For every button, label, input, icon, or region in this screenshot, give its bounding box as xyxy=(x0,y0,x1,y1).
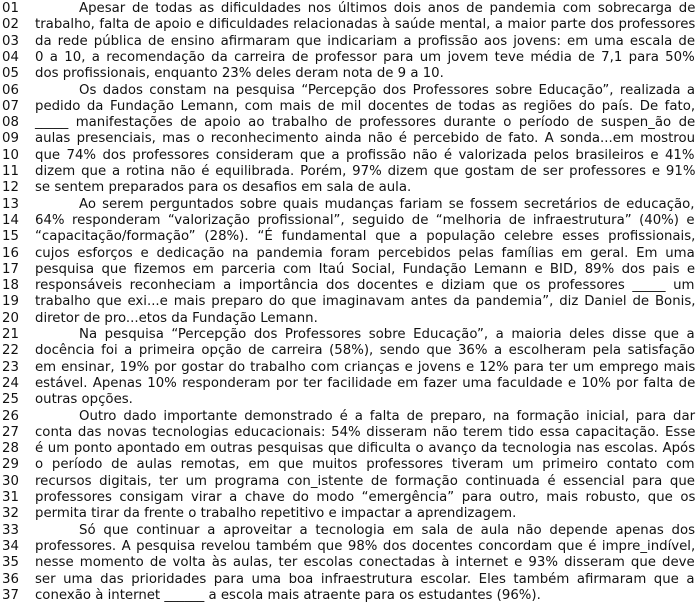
text-line xyxy=(0,66,699,82)
line-number: 03 xyxy=(2,33,19,49)
line-text: se sentem preparados para os desafios em sala de aula. xyxy=(35,180,412,196)
line-text: o período de aulas remotas, em que muitos professores tiveram um primeiro contato com xyxy=(35,457,695,473)
line-number: 25 xyxy=(2,392,19,408)
line-text: conta das novas tecnologias educacionais: 54% disseram não terem tido essa capacitação. Esse xyxy=(35,424,696,440)
line-text: professores. A pesquisa revelou também que 98% dos docentes concordam que é impre_indível, xyxy=(35,538,696,554)
line-text: Os dados constam na pesquisa “Percepção dos Professores sobre Educação”, realizada a xyxy=(79,82,696,98)
line-text: ser uma das prioridades para uma boa infraestrutura escolar. Eles também afirmaram que a xyxy=(35,571,695,587)
text-line xyxy=(0,523,699,539)
line-text: pedido da Fundação Lemann, com mais de mil docentes de todas as regiões do país. De fato, xyxy=(35,98,696,114)
line-text: outras opções. xyxy=(35,392,133,408)
line-text: permita tirar da frente o trabalho repetitivo e impactar a aprendizagem. xyxy=(35,506,517,522)
text-line xyxy=(0,311,699,327)
text-line xyxy=(0,278,699,294)
text-line xyxy=(0,262,699,278)
text-line xyxy=(0,441,699,457)
line-text: é um ponto apontado em outras pesquisas que dificulta o avanço da tecnologia nas escolas. Após xyxy=(35,441,696,457)
text-line xyxy=(0,17,699,33)
text-line xyxy=(0,99,699,115)
line-number: 06 xyxy=(2,82,19,98)
text-line xyxy=(0,425,699,441)
line-number: 08 xyxy=(2,115,19,131)
line-text: Só que continuar a aproveitar a tecnologia em sala de aula não depende apenas dos xyxy=(79,522,696,538)
text-line xyxy=(0,229,699,245)
line-number: 37 xyxy=(2,587,19,603)
line-text: dos profissionais, enquanto 23% deles deram nota de 9 a 10. xyxy=(35,66,444,82)
line-number: 34 xyxy=(2,538,19,554)
line-number: 21 xyxy=(2,327,19,342)
line-text: Na pesquisa “Percepção dos Professores sobre Educação”, a maioria deles disse que a xyxy=(79,327,695,342)
text-line xyxy=(0,409,699,425)
line-text: responsáveis reconheciam a importância dos docentes e diziam que os professores _____ um xyxy=(35,278,695,294)
line-text: Ao serem perguntados sobre quais mudanças fariam se fossem secretários de educação, xyxy=(79,196,695,212)
line-number: 18 xyxy=(2,278,19,294)
line-number: 30 xyxy=(2,473,19,489)
text-line xyxy=(0,213,699,229)
line-text: _____ manifestações de apoio ao trabalho de professores durante o período de suspen_ão de xyxy=(35,115,696,131)
line-text: 64% responderam “valorização profissional”, seguido de “melhoria de infraestrutura” (40%) e xyxy=(35,212,695,228)
text-line xyxy=(0,1,699,17)
line-number: 32 xyxy=(2,506,19,522)
text-line xyxy=(0,588,699,604)
text-line xyxy=(0,490,699,506)
line-number: 26 xyxy=(2,408,19,424)
text-line xyxy=(0,506,699,522)
line-number: 17 xyxy=(2,261,19,277)
line-number: 02 xyxy=(2,17,19,33)
line-number: 13 xyxy=(2,196,19,212)
line-text: 0 a 10, a recomendação da carreira de professor para um jovem teve média de 7,1 para 50% xyxy=(35,49,695,65)
line-number: 24 xyxy=(2,375,19,391)
line-text: dizem que a rotina não é equilibrada. Porém, 97% dizem que gostam de ser professores e 91% xyxy=(35,164,696,179)
line-number: 28 xyxy=(2,441,19,457)
text-line xyxy=(0,360,699,376)
line-number: 05 xyxy=(2,66,19,82)
line-number: 04 xyxy=(2,49,19,65)
text-line xyxy=(0,572,699,588)
text-line xyxy=(0,115,699,131)
text-line xyxy=(0,327,699,343)
line-text: estável. Apenas 10% responderam por ter facilidade em fazer uma faculdade e 10% por falta de xyxy=(35,375,696,391)
text-line xyxy=(0,376,699,392)
line-number: 11 xyxy=(2,164,19,179)
line-number: 36 xyxy=(2,571,19,587)
line-number: 15 xyxy=(2,229,19,245)
line-text: recursos digitais, ter um programa con_istente de formação continuada é essencial para que xyxy=(35,473,695,489)
line-number: 27 xyxy=(2,424,19,440)
line-text: docência foi a primeira opção de carreira (58%), sendo que 36% a escolheram pela satisfação xyxy=(35,343,695,359)
line-number: 35 xyxy=(2,555,19,571)
line-number: 29 xyxy=(2,457,19,473)
line-number: 31 xyxy=(2,490,19,505)
text-line xyxy=(0,34,699,50)
line-number: 09 xyxy=(2,131,19,147)
text-line xyxy=(0,555,699,571)
line-number: 33 xyxy=(2,522,19,538)
line-number: 12 xyxy=(2,180,19,196)
text-line xyxy=(0,392,699,408)
line-text: em ensinar, 19% por gostar do trabalho com crianças e jovens e 12% para ter um emprego mais xyxy=(35,359,696,375)
line-number: 01 xyxy=(2,1,19,16)
line-text: diretor de pro...etos da Fundação Lemann. xyxy=(35,310,318,326)
text-line xyxy=(0,164,699,180)
line-number: 23 xyxy=(2,359,19,375)
text-line xyxy=(0,50,699,66)
text-line xyxy=(0,457,699,473)
line-text: da rede pública de ensino afirmaram que indicariam a profissão aos jovens: em uma escala de xyxy=(35,33,696,49)
line-text: aulas presenciais, mas o reconhecimento ainda não é percebido de fato. A sonda...em mostrou xyxy=(35,131,696,147)
line-text: professores consigam virar a chave do modo “emergência” para outro, mais robusto, que os xyxy=(35,490,696,505)
line-number: 07 xyxy=(2,98,19,114)
text-line xyxy=(0,148,699,164)
text-line xyxy=(0,180,699,196)
line-text: conexão à internet ______ a escola mais atraente para os estudantes (96%). xyxy=(35,587,541,603)
line-text: cujos esforços e dedicação na pandemia foram percebidos pelas famílias em geral. Em uma xyxy=(35,245,695,261)
line-text: “capacitação/formação” (28%). “É fundamental que a população celebre esses profissionais, xyxy=(35,229,696,245)
line-text: nesse momento de volta às aulas, ter escolas conectadas à internet e 93% disseram que deve xyxy=(35,555,695,571)
text-line xyxy=(0,343,699,359)
text-line xyxy=(0,539,699,555)
line-text: Apesar de todas as dificuldades nos últimos dois anos de pandemia com sobrecarga de xyxy=(79,1,696,16)
line-number: 10 xyxy=(2,147,19,163)
line-text: que 74% dos professores consideram que a profissão não é valorizada pelos brasileiros e 41% xyxy=(35,147,695,163)
line-text: Outro dado importante demonstrado é a falta de preparo, na formação inicial, para dar xyxy=(79,408,696,424)
text-line xyxy=(0,131,699,147)
text-line xyxy=(0,83,699,99)
line-number: 19 xyxy=(2,294,19,310)
text-line xyxy=(0,294,699,310)
line-number: 16 xyxy=(2,245,19,261)
line-text: trabalho, falta de apoio e dificuldades relacionadas à saúde mental, a maior parte dos professores xyxy=(35,17,696,33)
line-number: 14 xyxy=(2,212,19,228)
text-line xyxy=(0,246,699,262)
line-number: 20 xyxy=(2,310,19,326)
text-line xyxy=(0,197,699,213)
text-line xyxy=(0,474,699,490)
line-text: pesquisa que fizemos em parceria com Itaú Social, Fundação Lemann e BID, 89% dos pais e xyxy=(35,261,696,277)
line-text: trabalho que exi...e mais preparo do que imaginavam antes da pandemia”, diz Daniel de Bonis, xyxy=(35,294,696,310)
line-number: 22 xyxy=(2,343,19,359)
